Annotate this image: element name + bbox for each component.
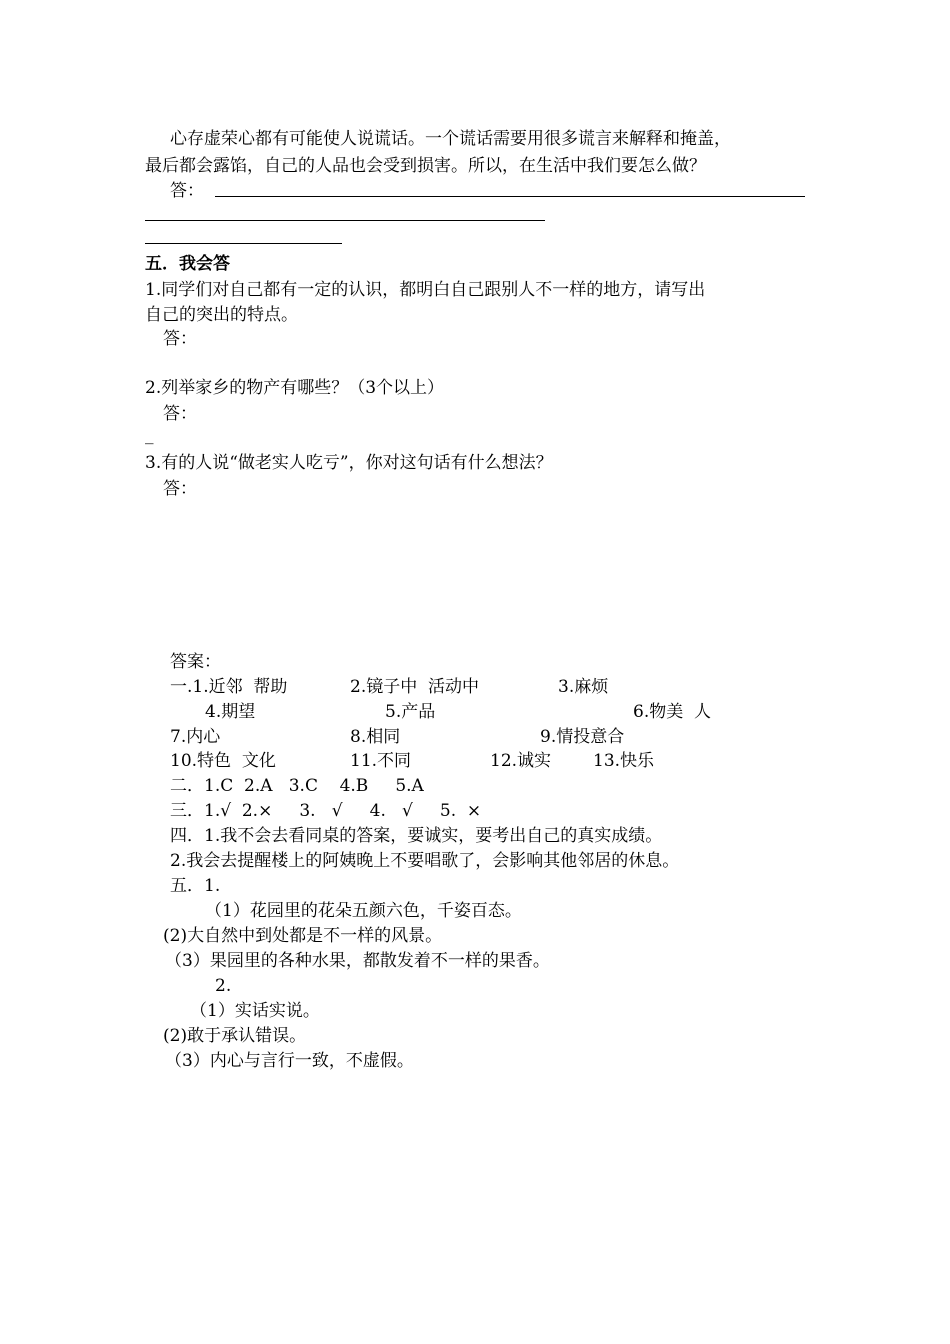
answer-1-9: 9.情投意合 [540, 727, 625, 747]
answers-5-1-c: （3）果园里的各种水果，都散发着不一样的果香。 [165, 951, 550, 971]
answers-section-2: 二．1.C 2.A 3.C 4.B 5.A [170, 776, 424, 796]
answer-1-8: 8.相同 [350, 727, 401, 747]
passage-answer-label: 答： [170, 181, 204, 201]
q2-underscore-mark: _ [145, 425, 154, 445]
answer-1-3: 3.麻烦 [558, 677, 609, 697]
answers-5-2-a: （1）实话实说。 [190, 1001, 320, 1021]
answer-line-2 [145, 220, 545, 221]
answer-1-4: 4.期望 [205, 702, 256, 722]
q1-line-1: 1.同学们对自己都有一定的认识，都明白自己跟别人不一样的地方，请写出 [145, 280, 706, 300]
answers-section-4-line-1: 四．1.我不会去看同桌的答案，要诚实，要考出自己的真实成绩。 [170, 826, 663, 846]
answers-5-1-a: （1）花园里的花朵五颜六色，千姿百态。 [205, 901, 522, 921]
q2-answer-label: 答： [163, 404, 197, 424]
answers-section-3: 三．1.√ 2.× 3. √ 4. √ 5. × [170, 801, 482, 821]
q1-line-2: 自己的突出的特点。 [145, 305, 298, 325]
passage-line-1: 心存虚荣心都有可能使人说谎话。一个谎话需要用很多谎言来解释和掩盖， [170, 129, 731, 149]
answers-5-2-c: （3）内心与言行一致，不虚假。 [165, 1051, 414, 1071]
answer-1-1: 一.1.近邻 帮助 [170, 677, 288, 697]
answer-1-6: 6.物美 人 [633, 702, 712, 722]
answers-heading: 答案： [170, 652, 221, 672]
answer-1-11: 11.不同 [350, 751, 412, 771]
q3-answer-label: 答： [163, 479, 197, 499]
q1-answer-label: 答： [163, 329, 197, 349]
answer-1-13: 13.快乐 [593, 751, 655, 771]
passage-line-2: 最后都会露馅，自己的人品也会受到损害。所以，在生活中我们要怎么做？ [145, 156, 706, 176]
q2-text: 2.列举家乡的物产有哪些？（3个以上） [145, 378, 445, 398]
section-5-title: 五．我会答 [145, 254, 230, 274]
answer-line-3 [145, 243, 342, 244]
q3-text: 3.有的人说“做老实人吃亏”，你对这句话有什么想法？ [145, 453, 553, 473]
answer-line-1 [215, 196, 805, 197]
answers-5-2-b: (2)敢于承认错误。 [163, 1026, 307, 1046]
answer-1-10: 10.特色 文化 [170, 751, 276, 771]
answer-1-12: 12.诚实 [490, 751, 552, 771]
answer-1-2: 2.镜子中 活动中 [350, 677, 480, 697]
answers-5-2-head: 2. [215, 976, 232, 996]
answer-1-7: 7.内心 [170, 727, 221, 747]
answers-section-4-line-2: 2.我会去提醒楼上的阿姨晚上不要唱歌了，会影响其他邻居的休息。 [170, 851, 680, 871]
answers-5-1-b: (2)大自然中到处都是不一样的风景。 [163, 926, 443, 946]
answer-1-5: 5.产品 [385, 702, 436, 722]
answers-section-5-head: 五．1. [170, 876, 221, 896]
